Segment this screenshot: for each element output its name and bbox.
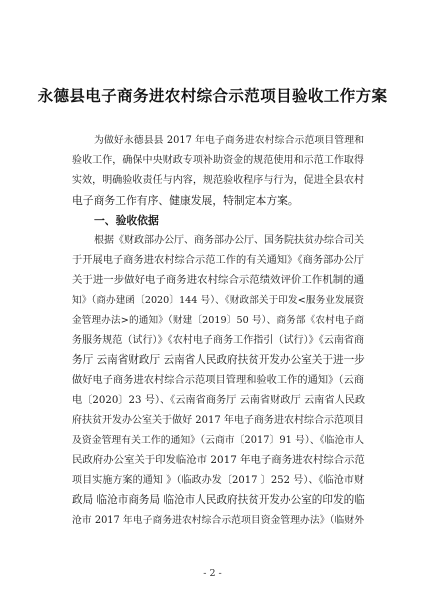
paragraph-line: 电〔2020〕23 号）、《云南省商务厅 云南省财政厅 云南省人民政: [72, 395, 366, 406]
paragraph-line: 金管理办法>的通知》（财建〔2019〕50 号）、商务部《农村电子商: [72, 315, 364, 326]
paragraph-line: 务厅 云南省财政厅 云南省人民政府扶贫开发办公室关于进一步: [72, 354, 365, 366]
paragraph-line: 及资金管理有关工作的通知》（云商市〔2017〕91 号）、《临沧市人: [72, 435, 364, 446]
paragraph-line: 关于进一步做好电子商务进农村综合示范绩效评价工作机制的通: [72, 274, 364, 286]
paragraph-line: 沧市 2017 年电子商务进农村综合示范项目资金管理办法》（临财外: [72, 515, 364, 526]
paragraph-line: 知》（商办建函〔2020〕144 号）、《财政部关于印发<服务业发展资: [72, 295, 364, 306]
paragraph-line: 根据《财政部办公厅、商务部办公厅、国务院扶贫办综合司关: [94, 235, 364, 246]
paragraph-line: 为做好永德县县 2017 年电子商务进农村综合示范项目管理和: [94, 135, 364, 146]
paragraph-line: 项目实施方案的通知 》（临政办发〔2017 〕252 号）、《临沧市财: [72, 475, 364, 486]
paragraph-line: 电子商务工作有序、健康发展，特制定本方案。: [72, 194, 299, 207]
section-heading: 一、验收依据: [94, 214, 159, 227]
paragraph-line: 政局 临沧市商务局 临沧市人民政府扶贫开发办公室的印发的临: [72, 494, 365, 506]
paragraph-line: 验收工作，确保中央财政专项补助资金的规范使用和示范工作取得: [72, 155, 364, 166]
page-number: - 2 -: [203, 568, 222, 579]
paragraph-line: 实效，明确验收责任与内容，规范验收程序与行为，促进全县农村: [72, 175, 364, 186]
paragraph-line: 于开展电子商务进农村综合示范工作的有关通知》《商务部办公厅: [72, 255, 364, 266]
paragraph-line: 民政府办公室关于印发临沧市 2017 年电子商务进农村综合示范: [72, 454, 365, 466]
paragraph-line: 务服务规范（试行）》《农村电子商务工作指引（试行）》《云南省商: [72, 335, 364, 346]
paragraph-line: 做好电子商务进农村综合示范项目管理和验收工作的通知》（云商: [72, 375, 364, 386]
document-title: 永德县电子商务进农村综合示范项目验收工作方案: [37, 86, 388, 105]
paragraph-line: 府扶贫开发办公室关于做好 2017 年电子商务进农村综合示范项目: [72, 415, 364, 426]
